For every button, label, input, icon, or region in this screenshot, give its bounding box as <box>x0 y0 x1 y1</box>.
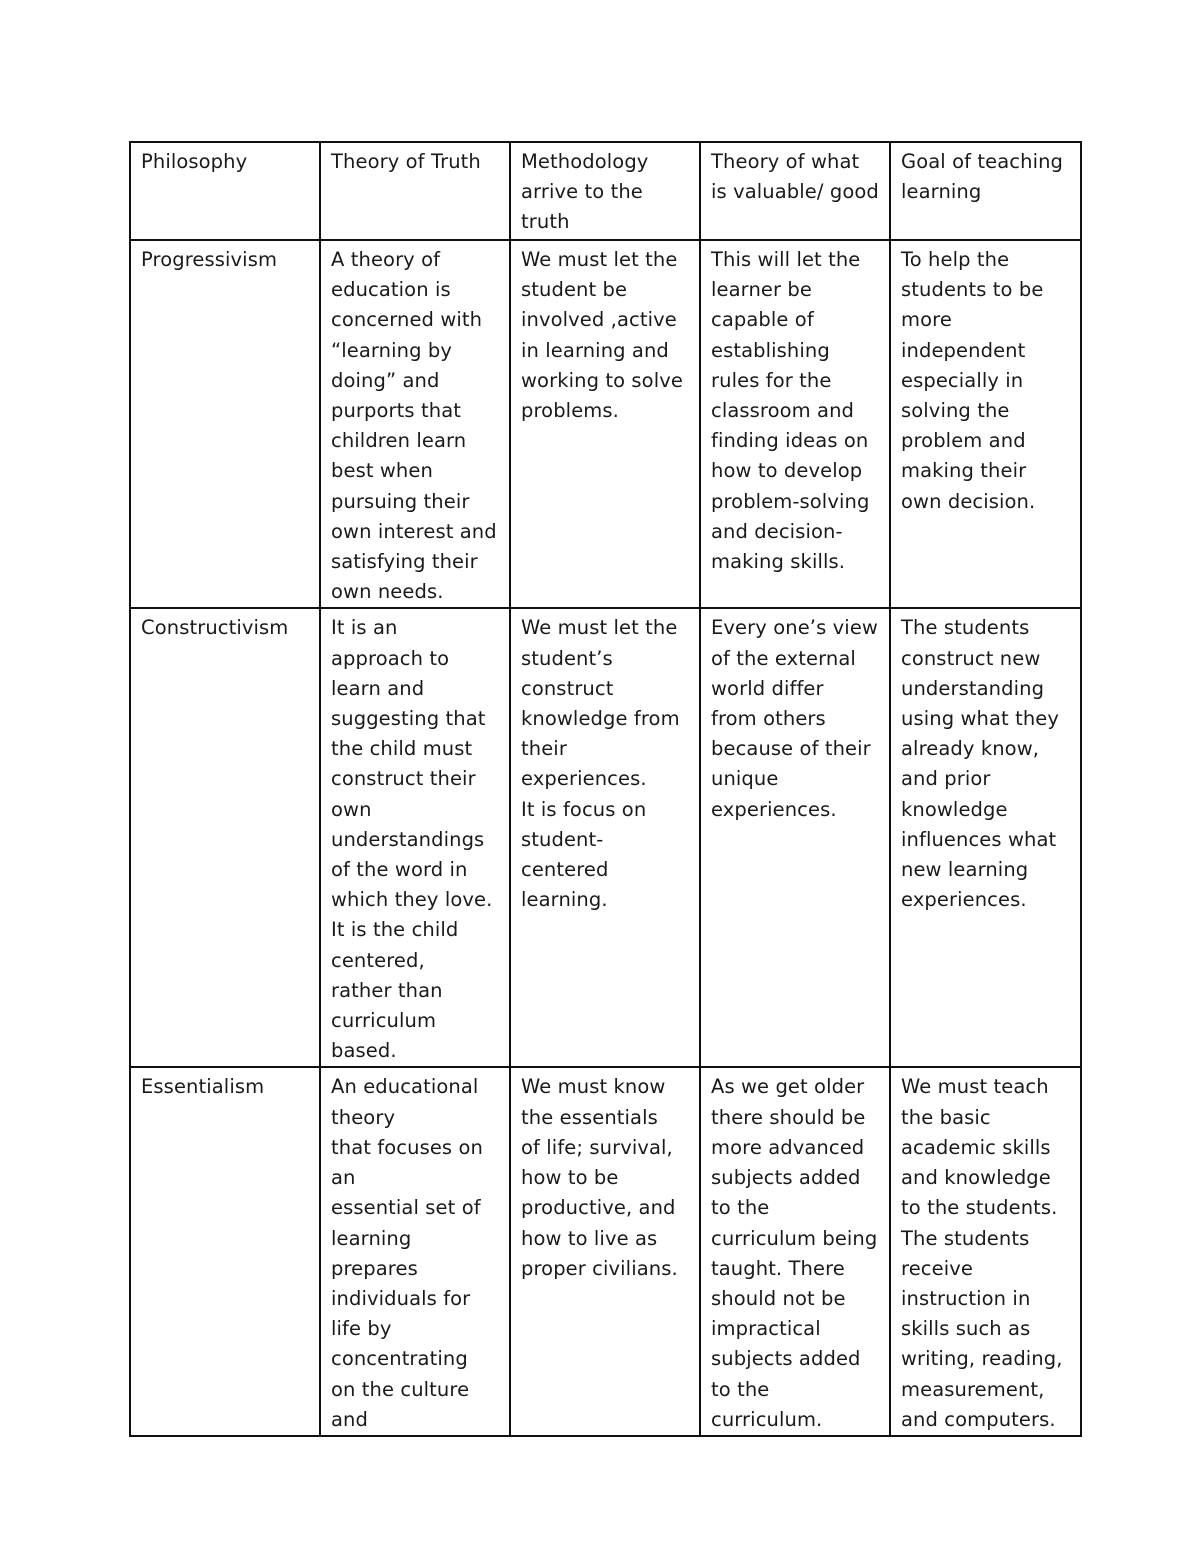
cell-goal: To help the students to be more independent especially in solving the problem and making their own decision. <box>890 240 1081 608</box>
header-theory-of-value: Theory of what is valuable/ good <box>700 142 890 240</box>
header-theory-of-truth: Theory of Truth <box>320 142 510 240</box>
cell-methodology: We must let the student be involved ,active in learning and working to solve problems. <box>510 240 700 608</box>
cell-methodology: We must let the student’s construct knowledge from their experiences. It is focus on student- centered learning. <box>510 608 700 1067</box>
cell-philosophy: Essentialism <box>130 1067 320 1435</box>
cell-theory-of-value: This will let the learner be capable of establishing rules for the classroom and finding ideas on how to develop problem-solving and decision- making skills. <box>700 240 890 608</box>
table-header-row <box>130 142 1081 240</box>
cell-theory-of-truth: An educational theory that focuses on an essential set of learning prepares individuals for life by concentrating on the culture and <box>320 1067 510 1435</box>
cell-methodology: We must know the essentials of life; survival, how to be productive, and how to live as proper civilians. <box>510 1067 700 1435</box>
cell-theory-of-value: Every one’s view of the external world differ from others because of their unique experiences. <box>700 608 890 1067</box>
cell-theory-of-value: As we get older there should be more advanced subjects added to the curriculum being taught. There should not be impractical subjects added to the curriculum. <box>700 1067 890 1435</box>
cell-theory-of-truth: It is an approach to learn and suggesting that the child must construct their own understandings of the word in which they love. It is the child centered, rather than curriculum based. <box>320 608 510 1067</box>
header-philosophy: Philosophy <box>130 142 320 240</box>
cell-theory-of-truth: A theory of education is concerned with “learning by doing” and purports that children learn best when pursuing their own interest and satisfying their own needs. <box>320 240 510 608</box>
table-row-constructivism <box>130 608 1081 1067</box>
cell-goal: We must teach the basic academic skills and knowledge to the students. The students receive instruction in skills such as writing, reading, measurement, and computers. <box>890 1067 1081 1435</box>
table-row-progressivism <box>130 240 1081 608</box>
cell-philosophy: Constructivism <box>130 608 320 1067</box>
philosophy-table <box>129 141 1082 1437</box>
cell-philosophy: Progressivism <box>130 240 320 608</box>
header-methodology: Methodology arrive to the truth <box>510 142 700 240</box>
table-row-essentialism <box>130 1067 1081 1435</box>
cell-goal: The students construct new understanding using what they already know, and prior knowledge influences what new learning experiences. <box>890 608 1081 1067</box>
header-goal: Goal of teaching learning <box>890 142 1081 240</box>
